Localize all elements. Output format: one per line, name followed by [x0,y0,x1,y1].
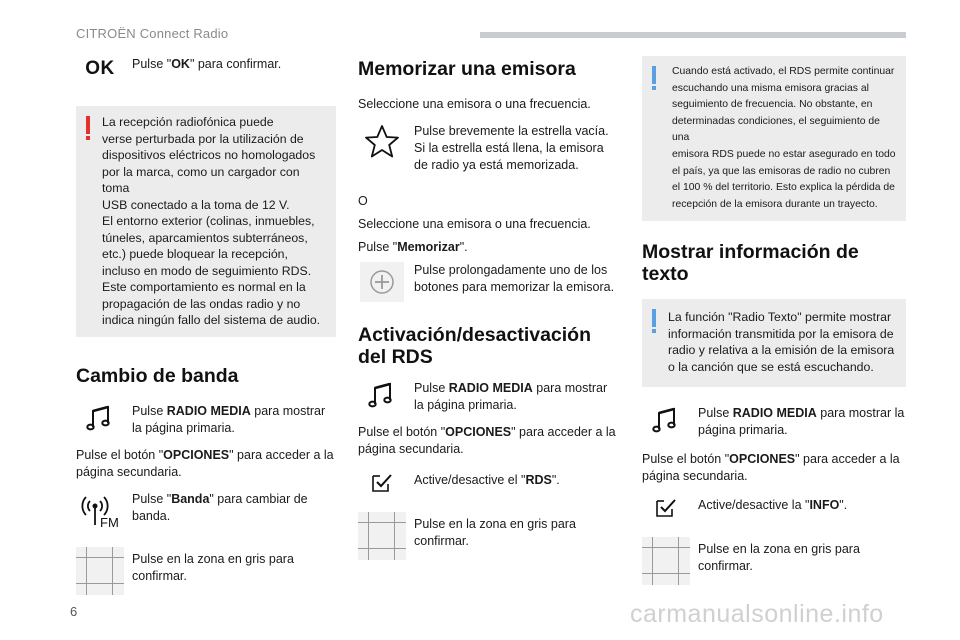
note-line: dispositivos eléctricos no homologados [102,148,316,162]
rds-toggle-text: Active/desactive el "RDS". [414,473,560,487]
info-icon [652,309,656,327]
grey-zone-icon [642,537,690,581]
column-1 [76,48,336,597]
note-line: incluso en modo de seguimiento RDS. [102,263,312,278]
ok-step [76,48,336,88]
svg-text:FM: FM [100,514,119,530]
checkbox-icon [358,470,406,514]
watermark: carmanualsonline.info [630,600,884,628]
note-line: radio y relativa a la emisión de la emisora [668,343,895,358]
rds-opciones-text: Pulse el botón "OPCIONES" para acceder a la página secundaria. [358,425,616,456]
note-line: o la canción que se está escuchando. [668,359,874,374]
warning-note [76,106,336,337]
column-3 [642,48,906,587]
band-step-confirm [76,547,336,597]
memorize-select-text: Seleccione una emisora o una frecuencia. [358,97,591,111]
note-line: información transmitida por la emisora de [668,326,894,341]
memorize-long-press-text: Pulse prolongadamente uno de los botones para memorizar la emisora. [414,263,615,294]
rds-confirm-text: Pulse en la zona en gris para confirmar. [414,517,576,548]
warning-icon [86,116,90,134]
rds-confirm-step [358,512,620,562]
text-opciones-text: Pulse el botón "OPCIONES" para acceder a la página secundaria. [642,452,900,484]
radio-text-note-text [668,309,896,375]
music-note-icon [76,403,124,447]
note-line: túneles, aparcamientos subterráneos, [102,230,308,245]
note-line: propagación de las ondas radio y no [102,296,301,311]
warning-text [102,114,326,329]
ok-step-text: Pulse "OK" para confirmar. [132,57,282,71]
band-step-banda-text: Pulse "Banda" para cambiar de banda. [132,491,308,523]
rds-info-text [672,64,898,213]
checkbox-icon [642,495,690,539]
grey-zone-icon [76,547,124,591]
memorize-pulse-text: Pulse "Memorizar". [358,240,468,254]
grey-zone-icon [358,512,406,556]
band-step-banda [76,491,336,539]
text-confirm-text: Pulse en la zona en gris para confirmar. [698,542,860,574]
band-step-radio-media [76,403,336,443]
note-line: indica ningún fallo del sistema de audio. [102,313,321,327]
star-icon [358,123,406,167]
header-title: CITROËN Connect Radio [76,26,229,41]
page-number: 6 [70,604,78,619]
note-line: USB conectado a la toma de 12 V. [102,197,290,212]
rds-heading: Activación/desactivación del RDS [358,324,592,368]
note-line: el 100 % del territorio. Esto explica la pérdida de [672,182,895,194]
note-line: el país, ya que las emisoras de radio no cubren [672,165,891,177]
rds-toggle-step [358,470,620,502]
note-line: seguimiento de frecuencia. No obstante, en [672,99,873,111]
column-2 [358,48,620,562]
memorize-select-text-2: Seleccione una emisora o una frecuencia. [358,217,591,231]
note-line: determinadas condiciones, el seguimiento de una [672,115,880,144]
text-confirm-step [642,537,906,587]
note-line: El entorno exterior (colinas, inmuebles, [102,214,315,228]
music-note-icon [642,405,690,449]
note-line: etc.) puede bloquear la recepción, [102,247,288,261]
fm-radio-icon [76,491,124,535]
info-icon [652,66,656,84]
text-step-radio-media [642,405,906,445]
music-note-icon [358,380,406,424]
note-line: Cuando está activado, el RDS permite continuar [672,66,895,77]
note-line: La función "Radio Texto" permite mostrar [668,310,892,325]
note-line: por la marca, como un cargador con toma [102,164,300,195]
note-line: verse perturbada por la utilización de [102,131,304,146]
memorize-heading: Memorizar una emisora [358,58,576,80]
note-line: La recepción radiofónica puede [102,115,274,129]
band-opciones-text: Pulse el botón "OPCIONES" para acceder a la página secundaria. [76,447,334,479]
ok-icon: OK [85,58,115,79]
band-step-confirm-text: Pulse en la zona en gris para confirmar. [132,551,294,583]
or-text: O [358,194,368,208]
memorize-star-text: Pulse brevemente la estrella vacía. Si la estrella está llena, la emisora de radio ya está memorizada. [414,124,609,172]
header-bar [480,32,906,38]
text-toggle-step [642,495,906,527]
note-line: emisora RDS puede no estar asegurado en todo [672,148,896,160]
add-preset-icon [358,262,406,306]
text-toggle-text: Active/desactive la "INFO". [698,498,848,513]
rds-step-radio-media-text: Pulse RADIO MEDIA para mostrar la página primaria. [414,381,608,412]
text-info-heading: Mostrar información de texto [642,241,859,286]
note-line: Este comportamiento es normal en la [102,280,306,294]
band-heading: Cambio de banda [76,364,239,387]
band-step-radio-media-text: Pulse RADIO MEDIA para mostrar la página primaria. [132,403,326,435]
rds-info-note [642,56,906,221]
text-step-radio-media-text: Pulse RADIO MEDIA para mostrar la página primaria. [698,406,905,438]
radio-text-note [642,299,906,387]
memorize-long-press-step [358,262,620,308]
note-line: escuchando una misma emisora gracias al [672,82,869,94]
rds-step-radio-media [358,380,620,418]
note-line: recepción de la emisora durante un trayecto. [672,198,878,210]
memorize-star-step [358,123,620,179]
